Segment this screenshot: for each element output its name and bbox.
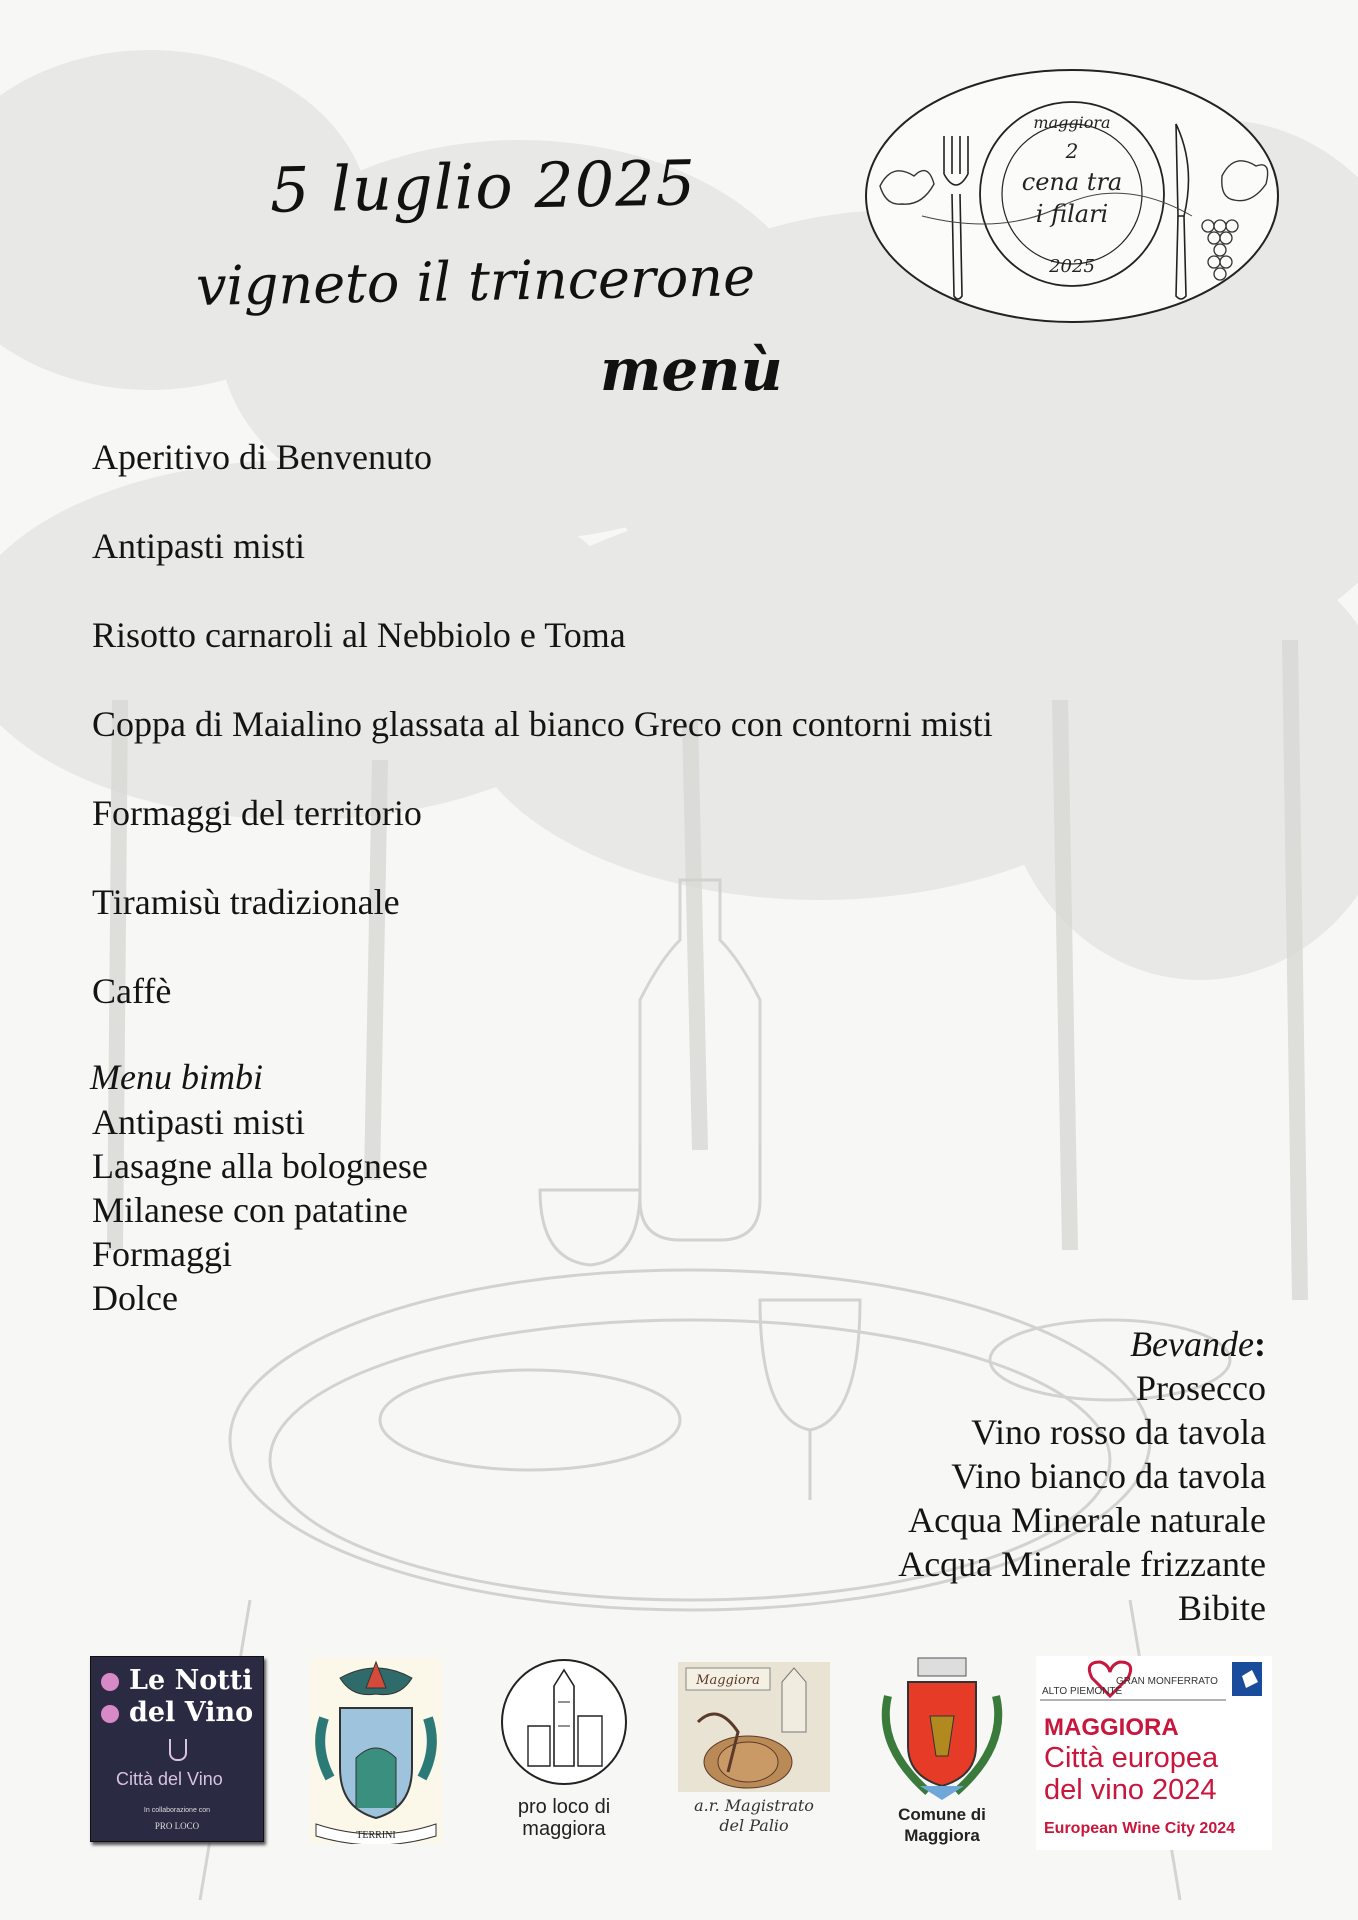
logo-edition: 2 (1065, 139, 1079, 163)
menu-item: Formaggi del territorio (92, 793, 422, 833)
menu-heading: menù (600, 336, 783, 404)
logo-top-text: maggiora (1033, 113, 1111, 132)
menu-item: Tiramisù tradizionale (92, 882, 400, 922)
cena-tra-i-filari-logo (862, 66, 1282, 326)
drinks-colon: : (1254, 1324, 1266, 1364)
list-item: Dolce (92, 1278, 178, 1318)
drinks-title: Bevande (1130, 1324, 1254, 1364)
maggiora-european-wine-city-logo: ALTO PIEMONTE GRAN MONFERRATO MAGGIORA Città europea del vino 2024 European Wine City 2024 (1036, 1656, 1272, 1850)
sponsor-logos (90, 1650, 1270, 1850)
menu-item: Coppa di Maialino glassata al bianco Greco con contorni misti (92, 704, 993, 744)
svg-text:Maggiora: Maggiora (696, 1673, 760, 1688)
list-item: Acqua Minerale frizzante (898, 1544, 1266, 1584)
list-item: Bibite (1178, 1588, 1266, 1628)
list-item: Acqua Minerale naturale (908, 1500, 1266, 1540)
comune-di-maggiora-logo: Comune di Maggiora (868, 1656, 1016, 1846)
list-item: Vino bianco da tavola (951, 1456, 1266, 1496)
list-item: Vino rosso da tavola (971, 1412, 1266, 1452)
logo-line1: cena tra (1021, 168, 1123, 196)
kids-menu-list (92, 1100, 428, 1320)
event-venue: vigneto il trincerone (195, 245, 756, 318)
logo-line2: i filari (1035, 200, 1109, 228)
wine-glass-icon (169, 1739, 187, 1761)
list-item: Formaggi (92, 1234, 232, 1274)
menu-item: Antipasti misti (92, 526, 306, 566)
drinks-list (898, 1322, 1266, 1630)
kids-menu-title: Menu bimbi (90, 1057, 263, 1097)
list-item: Milanese con patatine (92, 1190, 408, 1230)
list-item: Lasagne alla bolognese (92, 1146, 428, 1186)
crest-banner-text: TERRINI (356, 1830, 396, 1841)
menu-item: Risotto carnaroli al Nebbiolo e Toma (92, 615, 626, 655)
logo-year: 2025 (1049, 256, 1095, 277)
magistrato-del-palio-logo: Maggiora a.r. Magistrato del Palio (678, 1662, 830, 1848)
pro-loco-maggiora-logo: pro loco di maggiora (498, 1656, 630, 1846)
list-item: Prosecco (1136, 1368, 1266, 1408)
menu-item: Caffè (92, 971, 172, 1011)
event-date: 5 luglio 2025 (269, 146, 697, 227)
list-item: Antipasti misti (92, 1102, 306, 1142)
le-notti-del-vino-logo: Le Notti del Vino Città del Vino In collaborazione con PRO LOCO (90, 1656, 264, 1842)
menu-item: Aperitivo di Benvenuto (92, 437, 432, 477)
gran-monferrato-text: GRAN MONFERRATO (1116, 1676, 1218, 1687)
alto-piemonte-text: ALTO PIEMONTE (1042, 1686, 1123, 1697)
terrini-crest-logo (310, 1658, 442, 1844)
